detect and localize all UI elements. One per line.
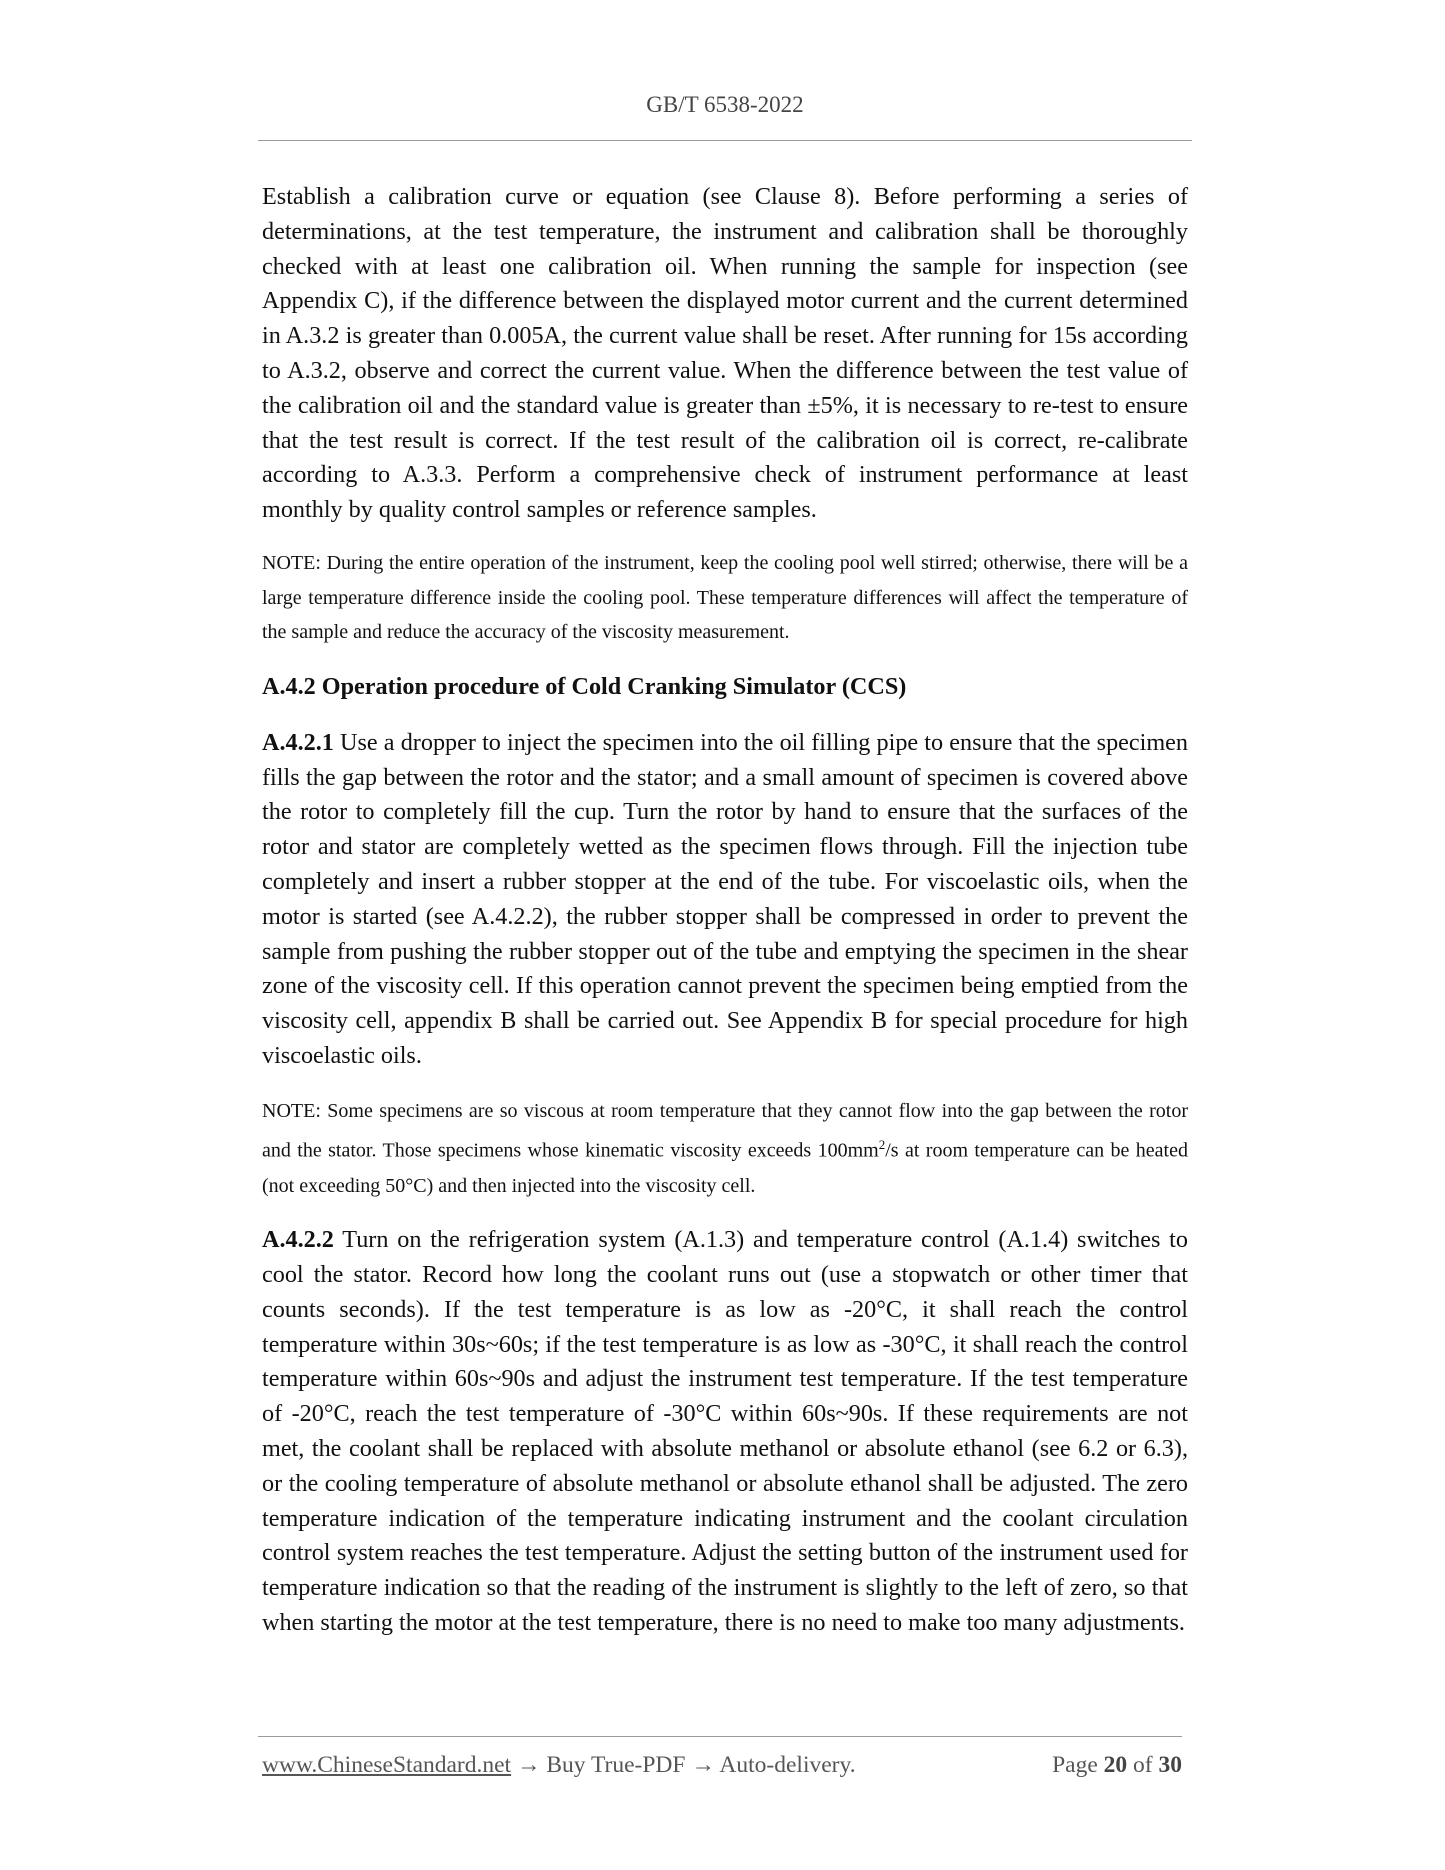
note-viscous-specimens	[262, 1094, 1188, 1203]
document-id: GB/T 6538-2022	[646, 92, 804, 117]
clause-text: Turn on the refrigeration system (A.1.3) and temperature control (A.1.4) switches to cool the stator. Record how long the coolant runs out (use a stopwatch or other timer that counts seconds). If the test temperature is as low as -20°C, it shall reach the control temperature within 30s~60s; if the test temperature is as low as -30°C, it shall reach the control temperature within 60s~90s and adjust the instrument test temperature. If the test temperature of -20°C, reach the test temperature of -30°C within 60s~90s. If these requirements are not met, the coolant shall be replaced with absolute methanol or absolute ethanol (see 6.2 or 6.3), or the cooling temperature of absolute methanol or absolute ethanol shall be adjusted. The zero temperature indication of the temperature indicating instrument and the coolant circulation control system reaches the test temperature. Adjust the setting button of the instrument used for temperature indication so that the reading of the instrument is slightly to the left of zero, so that when starting the motor at the test temperature, there is no need to make too many adjustments.	[262, 1226, 1188, 1636]
clause-text: Use a dropper to inject the specimen into the oil filling pipe to ensure that the specimen fills the gap between the rotor and the stator; and a small amount of specimen is covered above the rotor to completely fill the cup. Turn the rotor by hand to ensure that the surfaces of the rotor and stator are completely wetted as the specimen flows through. Fill the injection tube completely and insert a rubber stopper at the end of the tube. For viscoelastic oils, when the motor is started (see A.4.2.2), the rubber stopper shall be compressed in order to prevent the sample from pushing the rubber stopper out of the tube and emptying the specimen in the shear zone of the viscosity cell. If this operation cannot prevent the specimen being emptied from the viscosity cell, appendix B shall be carried out. See Appendix B for special procedure for high viscoelastic oils.	[262, 728, 1189, 1069]
note-text-start: NOTE: Some specimens are so viscous at room temperature that they cannot flow into the gap between the rotor and the stator. Those specimens whose kinematic viscosity exceeds 100mm	[262, 1099, 1188, 1162]
document-body	[262, 180, 1188, 1641]
page-number	[1052, 1752, 1182, 1779]
page-current: 20	[1103, 1752, 1128, 1778]
superscript-2: 2	[878, 1137, 886, 1153]
header-divider	[258, 140, 1192, 141]
footer-promo	[262, 1752, 856, 1779]
footer-divider	[258, 1736, 1182, 1737]
clause-a4222	[262, 1223, 1188, 1641]
arrow-right-icon: →	[691, 1752, 715, 1778]
site-link[interactable]: www.ChineseStandard.net	[262, 1752, 512, 1778]
page-total: 30	[1158, 1752, 1182, 1778]
calibration-paragraph: Establish a calibration curve or equation (see Clause 8). Before performing a series of determinations, at the test temperature, the instrument and calibration shall be thoroughly checked with at least one calibration oil. When running the sample for inspection (see Appendix C), if the difference between the displayed motor current and the current determined in A.3.2 is greater than 0.005A, the current value shall be reset. After running for 15s according to A.3.2, observe and correct the current value. When the difference between the test value of the calibration oil and the standard value is greater than ±5%, it is necessary to re-test to ensure that the test result is correct. If the test result of the calibration oil is correct, re-calibrate according to A.3.3. Perform a comprehensive check of instrument performance at least monthly by quality control samples or reference samples.	[262, 183, 1188, 524]
page-header	[258, 92, 1192, 118]
clause-number: A.4.2.2	[262, 1226, 334, 1254]
buy-text: Buy True-PDF	[546, 1752, 686, 1778]
page-label: Page	[1052, 1752, 1098, 1778]
note-text-end: /s at room temperature can be heated (not exceeding 50°C) and then injected into the viscosity cell.	[262, 1139, 1188, 1197]
arrow-right-icon: →	[516, 1752, 541, 1778]
note-cooling-pool: NOTE: During the entire operation of the instrument, keep the cooling pool well stirred; otherwise, there will be a large temperature difference inside the cooling pool. These temperature differences will affect the temperature of the sample and reduce the accuracy of the viscosity measurement.	[262, 551, 1188, 644]
section-heading-a42: A.4.2 Operation procedure of Cold Cranking Simulator (CCS)	[262, 672, 907, 700]
clause-number: A.4.2.1	[262, 728, 334, 756]
of-label: of	[1133, 1752, 1153, 1778]
clause-a4221	[262, 726, 1188, 1074]
delivery-text: Auto-delivery.	[719, 1752, 856, 1778]
